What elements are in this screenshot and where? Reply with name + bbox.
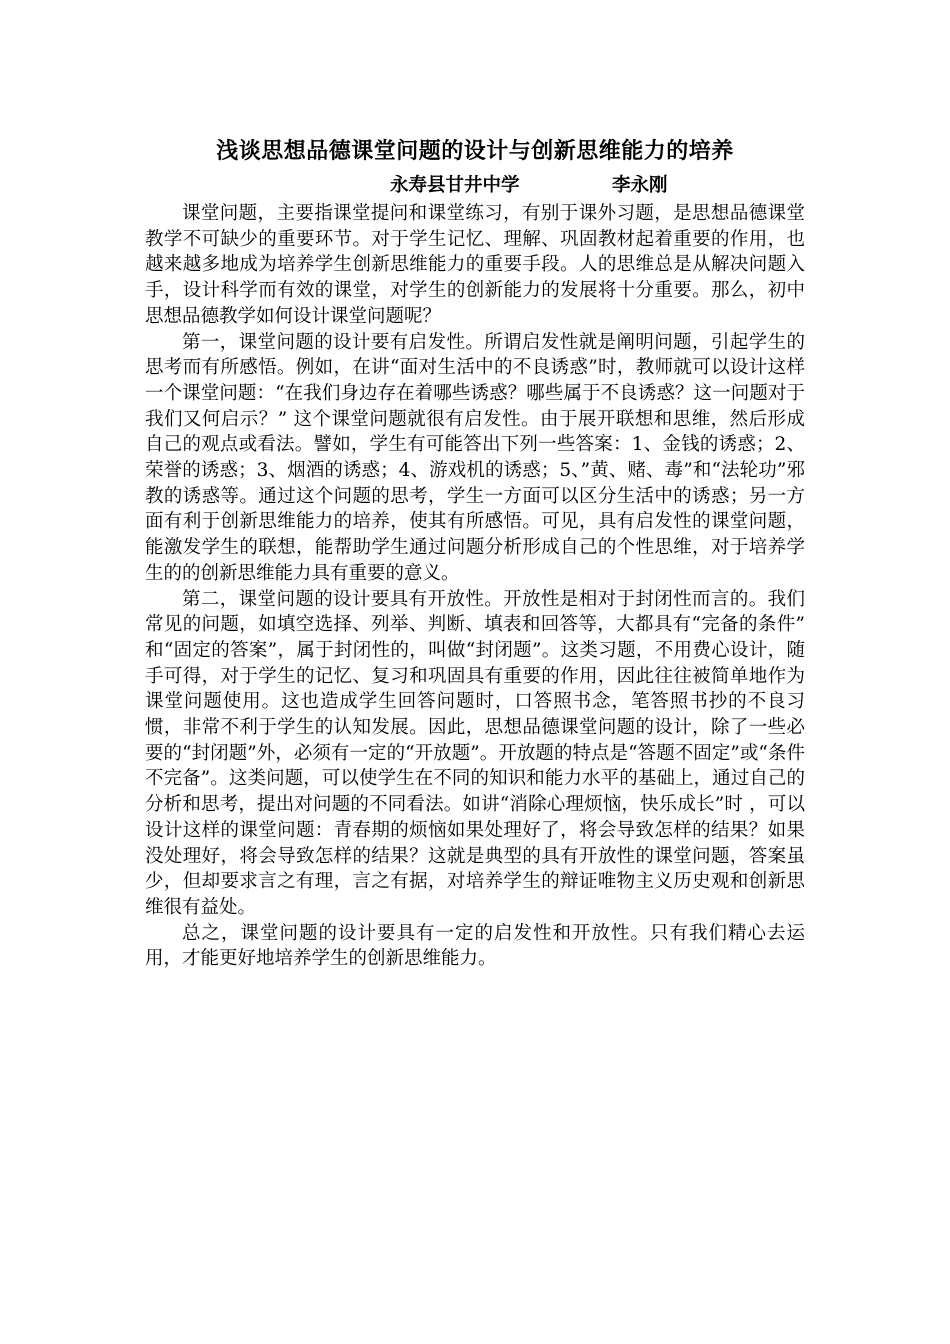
- paragraph-second: 第二，课堂问题的设计要具有开放性。开放性是相对于封闭性而言的。我们常见的问题，如填空选择、列举、判断、填表和回答等，大都具有“完备的条件” 和“固定的答案”，属于封闭性的，叫做“封闭题”。这类习题，不用费心设计，随手可得，对于学生的记忆、复习和巩固具有重要的作用，因此往往被简单地作为课堂问题使用。这也造成学生回答问题时，口答照书念，笔答照书抄的不良习惯，非常不利于学生的认知发展。因此，思想品德课堂问题的设计，除了一些必要的“封闭题”外，必须有一定的“开放题”。开放题的特点是“答题不固定”或“条件不完备”。这类问题，可以使学生在不同的知识和能力水平的基础上，通过自己的分析和思考，提出对问题的不同看法。如讲“消除心理烦恼，快乐成长”时 ，可以设计这样的课堂问题：青春期的烦恼如果处理好了，将会导致怎样的结果？如果没处理好，将会导致怎样的结果？这就是典型的具有开放性的课堂问题，答案虽少，但却要求言之有理，言之有据，对培养学生的辩证唯物主义历史观和创新思维很有益处。: [145, 588, 805, 918]
- paragraph-first: 第一，课堂问题的设计要有启发性。所谓启发性就是阐明问题，引起学生的思考而有所感悟。例如，在讲“面对生活中的不良诱惑”时，教师就可以设计这样一个课堂问题：“在我们身边存在着哪些诱惑？哪些属于不良诱惑？这一问题对于我们又何启示？” 这个课堂问题就很有启发性。由于展开联想和思维，然后形成自己的观点或看法。譬如，学生有可能答出下列一些答案：1、金钱的诱惑；2、荣誉的诱惑；3、烟酒的诱惑；4、游戏机的诱惑；5、”黄、赌、毒”和“法轮功”邪教的诱惑等。通过这个问题的思考，学生一方面可以区分生活中的诱惑；另一方面有利于创新思维能力的培养，使其有所感悟。可见，具有启发性的课堂问题，能激发学生的联想，能帮助学生通过问题分析形成自己的个性思维，对于培养学生的的创新思维能力具有重要的意义。: [145, 331, 805, 584]
- author-school: 永寿县甘井中学: [390, 175, 520, 196]
- document-title: 浅谈思想品德课堂问题的设计与创新思维能力的培养: [216, 138, 734, 164]
- paragraph-intro: 课堂问题，主要指课堂提问和课堂练习，有别于课外习题，是思想品德课堂教学不可缺少的重要环节。对于学生记忆、理解、巩固教材起着重要的作用，也越来越多地成为培养学生创新思维能力的重要手段。人的思维总是从解决问题入手，设计科学而有效的课堂，对学生的创新能力的发展将十分重要。那么，初中思想品德教学如何设计课堂问题呢？: [145, 203, 805, 327]
- document-body: [145, 201, 805, 972]
- author-name: 李永刚: [612, 175, 668, 196]
- paragraph-conclusion: 总之，课堂问题的设计要具有一定的启发性和开放性。只有我们精心去运用，才能更好地培养学生的创新思维能力。: [145, 922, 805, 970]
